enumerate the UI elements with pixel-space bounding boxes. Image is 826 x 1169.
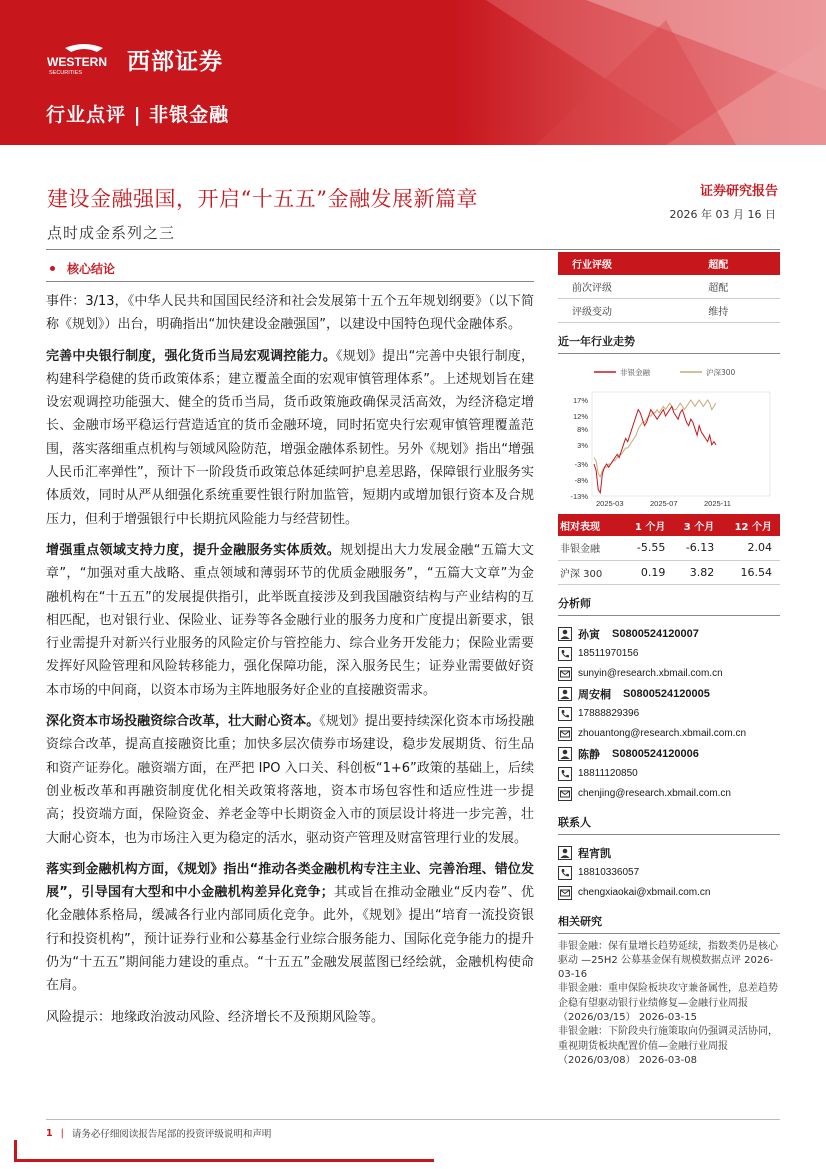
analyst-email[interactable]: zhouantong@research.xbmail.com.cn bbox=[578, 728, 747, 739]
performance-row bbox=[558, 536, 780, 560]
series-line-nonbank bbox=[594, 406, 716, 492]
perf-header: 3 个月 bbox=[673, 514, 722, 536]
rating-label: 行业评级 bbox=[558, 252, 694, 275]
core-divider bbox=[46, 281, 534, 282]
rating-value: 维持 bbox=[694, 299, 780, 323]
legend-label: 沪深300 bbox=[706, 368, 736, 377]
performance-table bbox=[558, 514, 780, 585]
person-icon bbox=[558, 687, 572, 701]
contact-list bbox=[558, 843, 780, 903]
analyst-phone: 18811120850 bbox=[578, 768, 638, 779]
page-number: 1 bbox=[46, 1127, 53, 1139]
paragraph-institutions bbox=[46, 858, 534, 998]
perf-header: 1 个月 bbox=[624, 514, 673, 536]
contact-email-row bbox=[558, 883, 780, 903]
paragraph-lead: 增强重点领域支持力度，提升金融服务实体质效。 bbox=[46, 542, 341, 558]
rating-header-row bbox=[558, 252, 780, 275]
analyst-name-row bbox=[558, 624, 780, 644]
paragraph-text: 规划提出大力发展金融“五篇大文章”，“加强对重大战略、重点领域和薄弱环节的优质金融服务”，“五篇大文章”为金融机构在“十五五”的发展提供指引，此举既直接涉及到我国融资结构与产业结构的互相匹配，也对银行业、保险业、证券等各金融行业的服务力度和广度提出新要求，银行业需提升对新兴行业服务的风险定价与管控能力、综合业务开发能力；保险业需要发挥好风险管理和风险转移能力，强化保障功能，深入服务民生；证券业需要做好资本市场的中间商，以资本市场为主阵地服务好企业的直接融资需求。 bbox=[46, 542, 534, 698]
analyst-name-row bbox=[558, 684, 780, 704]
analysts-heading: 分析师 bbox=[558, 595, 780, 616]
person-icon bbox=[558, 627, 572, 641]
perf-header: 12 个月 bbox=[722, 514, 780, 536]
analyst-phone-row bbox=[558, 644, 780, 664]
legend-label: 非银金融 bbox=[620, 368, 650, 377]
analyst-email-row bbox=[558, 784, 780, 804]
paragraph-risk bbox=[46, 1006, 534, 1029]
paragraph-lead: 深化资本市场投融资综合改革，壮大耐心资本。 bbox=[46, 714, 320, 730]
analyst-name: 孙寅 bbox=[578, 627, 600, 641]
title-divider bbox=[46, 249, 780, 250]
analyst-list bbox=[558, 624, 780, 804]
paragraph-event bbox=[46, 290, 534, 337]
analyst-name-row bbox=[558, 744, 780, 764]
core-conclusion-heading bbox=[50, 258, 534, 278]
trend-chart-svg bbox=[558, 358, 780, 508]
footer-disclaimer: 请务必仔细阅读报告尾部的投资评级说明和声明 bbox=[71, 1129, 272, 1140]
analyst-name: 陈静 bbox=[578, 747, 600, 761]
paragraph-lead: 落实到金融机构方面，《规划》指出“推动各类金融机构专注主业、完善治理、错位发展”，引导国有大型和中小金融机构差异化竞争； bbox=[46, 861, 534, 901]
phone-icon bbox=[558, 647, 572, 661]
contact-name-row bbox=[558, 843, 780, 863]
analyst-email[interactable]: chenjing@research.xbmail.com.cn bbox=[578, 788, 731, 799]
y-tick-label: 12% bbox=[572, 412, 588, 421]
rating-value: 超配 bbox=[694, 275, 780, 299]
paragraph-key-areas bbox=[46, 539, 534, 702]
series-line-hs300 bbox=[594, 400, 716, 477]
paragraph-text: 其或旨在推动金融业“反内卷”、优化金融体系格局，缓减各行业内部同质化竞争。此外，《规划》提出“培育一流投资银行和投资机构”，预计证券行业和公募基金行业综合服务能力、国际化竞争能力的提升仍为“十五五”期间能力建设的重点。“十五五”金融发展蓝图已经绘就，金融机构使命在肩。 bbox=[46, 885, 534, 994]
svg-text:WESTERN: WESTERN bbox=[47, 55, 107, 69]
x-tick-label: 2025-03 bbox=[596, 499, 624, 508]
footer-separator: | bbox=[60, 1127, 64, 1139]
report-subtitle: 点时成金系列之三 bbox=[47, 224, 176, 242]
y-tick-label: 17% bbox=[572, 396, 588, 405]
logo-cn-text: 西部证券 bbox=[127, 48, 223, 75]
trend-chart bbox=[558, 358, 780, 508]
perf-value: 16.54 bbox=[722, 560, 780, 584]
footer-divider bbox=[46, 1119, 780, 1120]
analyst-phone: 17888829396 bbox=[578, 708, 640, 719]
analyst-cert: S0800524120006 bbox=[612, 747, 699, 760]
main-content bbox=[46, 258, 534, 1037]
analyst-cert: S0800524120007 bbox=[612, 627, 699, 640]
perf-value: 3.82 bbox=[673, 560, 722, 584]
person-icon bbox=[558, 747, 572, 761]
analyst-phone: 18511970156 bbox=[578, 648, 639, 659]
x-tick-label: 2025-07 bbox=[650, 499, 678, 508]
plot-frame bbox=[592, 392, 770, 496]
analyst-cert: S0800524120005 bbox=[623, 687, 710, 700]
contact-phone-row bbox=[558, 863, 780, 883]
core-heading-text: 核心结论 bbox=[67, 261, 116, 276]
rating-value: 超配 bbox=[694, 252, 780, 275]
x-tick-label: 2025-11 bbox=[704, 499, 731, 508]
paragraph-text: 事件：3/13，《中华人民共和国国民经济和社会发展第十五个五年规划纲要》（以下简称《规划》）出台，明确指出“加快建设金融强国”，以建设中国特色现代金融体系。 bbox=[46, 294, 534, 333]
paragraph-lead: 完善中央银行制度，强化货币当局宏观调控能力。 bbox=[46, 348, 337, 364]
perf-value: -5.55 bbox=[624, 536, 673, 560]
perf-name: 沪深 300 bbox=[558, 560, 624, 584]
rating-row bbox=[558, 299, 780, 323]
related-item[interactable]: 非银金融：保有量增长趋势延续，指数类仍是核心驱动 —25H2 公募基金保有规模数据点评 2026-03-16 bbox=[558, 940, 778, 981]
analyst-name: 周安桐 bbox=[578, 687, 611, 701]
rating-row bbox=[558, 275, 780, 299]
contact-phone: 18810336057 bbox=[578, 867, 640, 878]
rating-table bbox=[558, 252, 780, 323]
contact-email[interactable]: chengxiaokai@xbmail.com.cn bbox=[578, 887, 711, 898]
paragraph-text: 《规划》提出要持续深化资本市场投融资综合改革，提高直接融资比重；加快多层次债券市场建设，稳步发展期货、衍生品和资产证券化。融资端方面，在严把 IPO 入口关、科创板“1+6”政策的基础上，后续创业板改革和再融资制度优化相关政策将落地，资本市场包容性和适应性进一步提高；投资端方面，保险资金、养老金等中长期资金入市的顶层设计将进一步完善，壮大耐心资本，也为市场注入更为稳定的活水，驱动资产管理及财富管理行业的发展。 bbox=[46, 714, 534, 846]
y-tick-label: -3% bbox=[574, 460, 588, 469]
related-item[interactable]: 非银金融：下阶段央行施策取向仍强调灵活协同，重视期货板块配置价值—金融行业周报（2026/03/08） 2026-03-08 bbox=[558, 1026, 778, 1066]
perf-value: 2.04 bbox=[722, 536, 780, 560]
email-icon bbox=[558, 886, 572, 900]
sidebar bbox=[558, 252, 780, 1068]
phone-icon bbox=[558, 866, 572, 880]
contact-heading: 联系人 bbox=[558, 814, 780, 835]
performance-header-row bbox=[558, 514, 780, 536]
y-tick-label: -8% bbox=[574, 476, 588, 485]
perf-name: 非银金融 bbox=[558, 536, 624, 560]
y-tick-label: 8% bbox=[577, 424, 588, 434]
perf-value: 0.19 bbox=[624, 560, 673, 584]
header-banner bbox=[0, 0, 826, 145]
footer bbox=[46, 1126, 271, 1140]
related-heading: 相关研究 bbox=[558, 913, 780, 934]
analyst-email-row bbox=[558, 664, 780, 684]
email-icon bbox=[558, 787, 572, 801]
analyst-email[interactable]: sunyin@research.xbmail.com.cn bbox=[578, 668, 723, 679]
performance-row bbox=[558, 560, 780, 584]
perf-header: 相对表现 bbox=[558, 514, 624, 536]
report-date: 2026 年 03 月 16 日 bbox=[669, 208, 776, 221]
paragraph-text: 《规划》提出“完善中央银行制度，构建科学稳健的货币政策体系；建立覆盖全面的宏观审慎管理体系”。上述规划旨在建设宏观调控功能强大、健全的货币当局，货币政策施政确保灵活高效，为经济稳定增长、金融市场平稳运行营造适宜的货币金融环境，同时拓宽央行宏观审慎管理覆盖范围，落实落细重点机构与领域风险防范，增强金融体系韧性。另外《规划》指出“增强人民币汇率弹性”，预计下一阶段货币政策总体延续呵护息差思路，保障银行业服务实体质效，同时从严从细强化系统重要性银行附加监管，短期内或增加银行资本及合规压力，但利于增强银行中长期抗风险能力与经营韧性。 bbox=[46, 348, 534, 527]
company-logo bbox=[45, 42, 223, 76]
analyst-phone-row bbox=[558, 764, 780, 784]
banner-decoration bbox=[406, 0, 826, 145]
person-icon bbox=[558, 846, 572, 860]
phone-icon bbox=[558, 707, 572, 721]
related-item[interactable]: 非银金融：重申保险板块攻守兼备属性，息差趋势企稳有望驱动银行业绩修复—金融行业周报（2026/03/15） 2026-03-15 bbox=[558, 983, 778, 1023]
phone-icon bbox=[558, 767, 572, 781]
analyst-phone-row bbox=[558, 704, 780, 724]
svg-text:SECURITIES: SECURITIES bbox=[49, 70, 83, 76]
paragraph-text: 风险提示：地缘政治波动风险、经济增长不及预期风险等。 bbox=[46, 1009, 385, 1025]
y-tick-label: 3% bbox=[577, 440, 588, 450]
perf-value: -6.13 bbox=[673, 536, 722, 560]
related-research-list bbox=[558, 940, 780, 1069]
paragraph-central-bank bbox=[46, 345, 534, 531]
western-logo-icon bbox=[45, 42, 123, 76]
email-icon bbox=[558, 667, 572, 681]
analyst-email-row bbox=[558, 724, 780, 744]
paragraph-capital-market bbox=[46, 710, 534, 850]
report-title: 建设金融强国，开启“十五五”金融发展新篇章 bbox=[47, 187, 478, 211]
contact-name: 程宵凯 bbox=[578, 846, 611, 860]
chart-heading: 近一年行业走势 bbox=[558, 333, 780, 354]
email-icon bbox=[558, 727, 572, 741]
bullet-icon bbox=[50, 266, 55, 271]
banner-title: 行业点评 | 非银金融 bbox=[46, 104, 230, 126]
report-type-label: 证券研究报告 bbox=[699, 184, 778, 199]
footer-corner-decoration bbox=[14, 1140, 434, 1162]
rating-label: 前次评级 bbox=[558, 275, 694, 299]
y-tick-label: -13% bbox=[570, 492, 588, 501]
rating-label: 评级变动 bbox=[558, 299, 694, 323]
